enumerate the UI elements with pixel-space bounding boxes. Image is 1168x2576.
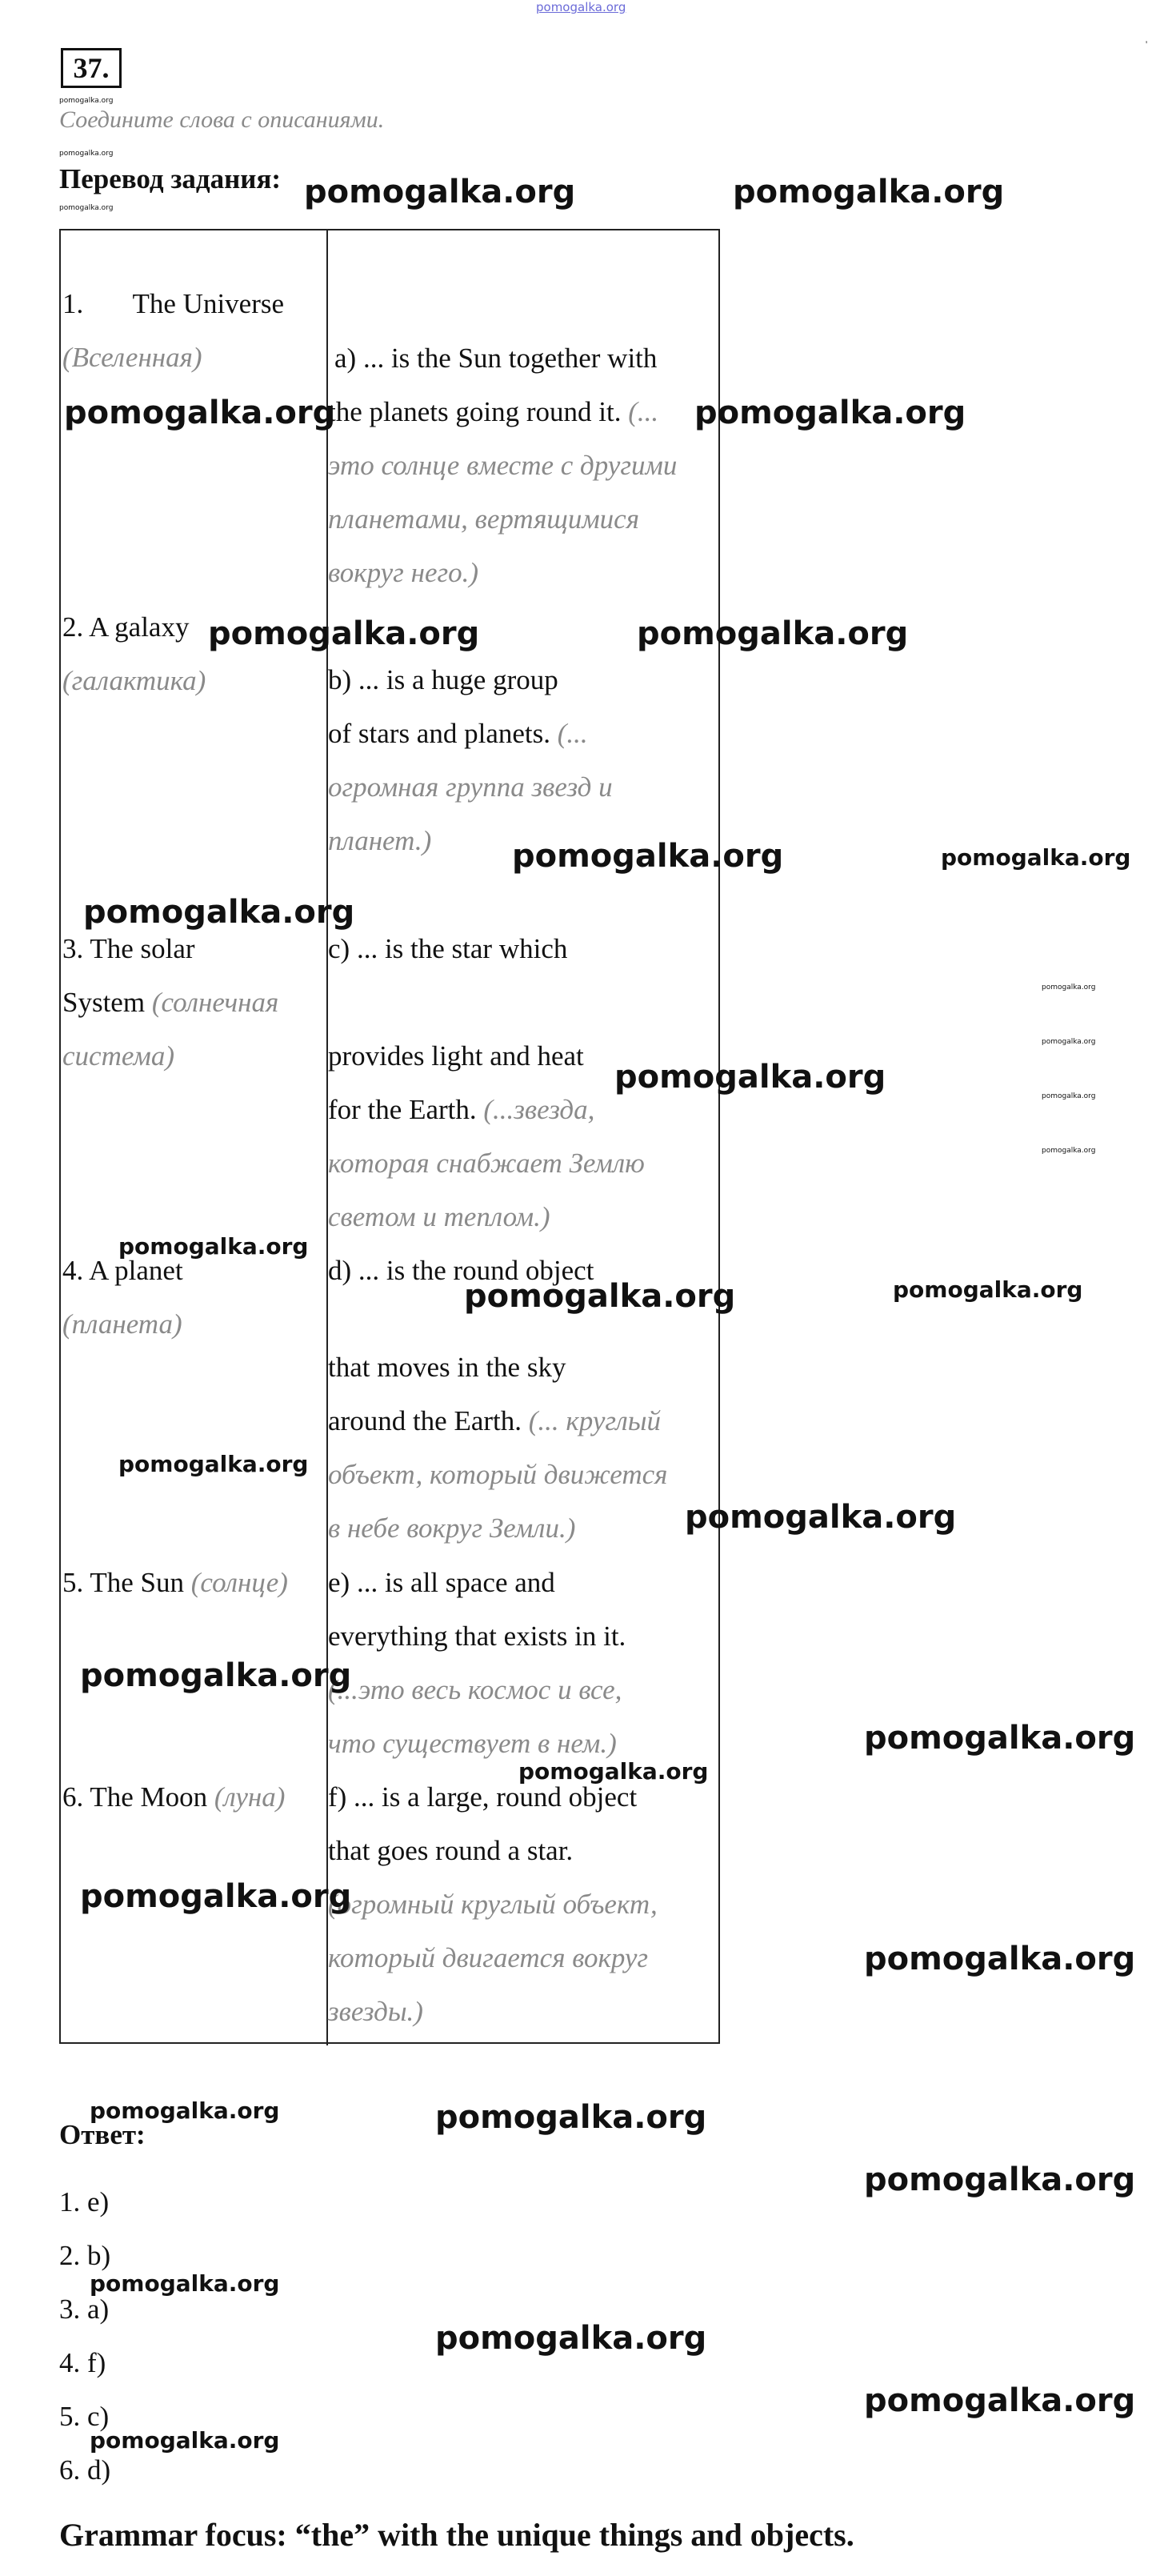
answer-item: 6. d) <box>59 2454 111 2486</box>
watermark: pomogalka.org <box>941 844 1131 871</box>
desc-e: e) ... is all space and everything that exists in it. (...это весь космос и все, что существует в нем.) <box>328 1567 626 1759</box>
answer-item: 4. f) <box>59 2347 106 2378</box>
watermark: pomogalka.org <box>614 1059 886 1096</box>
answer-item: 1. e) <box>59 2186 110 2217</box>
watermark: pomogalka.org <box>1042 1038 1096 1046</box>
watermark: pomogalka.org <box>893 1276 1083 1303</box>
grammar-focus: Grammar focus: “the” with the unique things and objects. <box>59 2517 854 2553</box>
watermark: pomogalka.org <box>90 2427 280 2454</box>
watermark: pomogalka.org <box>864 2161 1136 2198</box>
watermark: pomogalka.org <box>64 395 336 431</box>
watermark: pomogalka.org <box>304 174 576 210</box>
answer-heading: Ответ: <box>59 2119 146 2150</box>
answer-item: 5. c) <box>59 2401 110 2432</box>
watermark: pomogalka.org <box>435 2320 707 2357</box>
watermark: pomogalka.org <box>464 1278 736 1315</box>
watermark: pomogalka.org <box>80 1657 352 1694</box>
watermark: pomogalka.org <box>518 1758 709 1785</box>
source-link[interactable]: pomogalka.org <box>536 0 626 14</box>
watermark: pomogalka.org <box>637 615 909 652</box>
term-galaxy: 2. A galaxy (галактика) <box>62 611 206 696</box>
watermark: pomogalka.org <box>208 615 480 652</box>
watermark: pomogalka.org <box>1042 984 1096 992</box>
watermark: pomogalka.org <box>59 97 114 105</box>
watermark: pomogalka.org <box>864 1941 1136 1977</box>
watermark: pomogalka.org <box>435 2099 707 2136</box>
term-universe: 1. The Universe (Вселенная) <box>62 288 285 373</box>
watermark: pomogalka.org <box>733 174 1005 210</box>
term-moon: 6. The Moon (луна) <box>62 1781 286 1813</box>
desc-f: f) ... is a large, round object that goes round a star. (огромный круглый объект, который двигается вокруг звезды.) <box>328 1781 658 2027</box>
watermark: pomogalka.org <box>59 150 114 158</box>
watermark: pomogalka.org <box>83 894 355 931</box>
term-solar-system: 3. The solar System (солнечная система) <box>62 933 279 1072</box>
term-sun: 5. The Sun (солнце) <box>62 1567 288 1598</box>
instruction-text: Соедините слова с описаниями. <box>59 106 385 133</box>
desc-c: c) ... is the star which provides light and heat for the Earth. (...звезда, которая снабжает Землю светом и теплом.) <box>328 933 645 1232</box>
watermark: pomogalka.org <box>118 1233 309 1260</box>
desc-d: d) ... is the round object that moves in the sky around the Earth. (... круглый объект, который движется в небе вокруг Земли.) <box>328 1255 668 1544</box>
answer-item: 2. b) <box>59 2240 111 2271</box>
answer-item: 3. a) <box>59 2294 110 2325</box>
term-planet: 4. A planet (планета) <box>62 1255 183 1340</box>
watermark: pomogalka.org <box>80 1878 352 1915</box>
desc-a: a) ... is the Sun together with the planets going round it. (... это солнце вместе с другими планетами, вертящимися вокруг него.) <box>328 343 678 588</box>
watermark: pomogalka.org <box>512 838 784 875</box>
stray-mark: ' <box>1146 38 1148 50</box>
watermark: pomogalka.org <box>685 1499 957 1536</box>
watermark: pomogalka.org <box>864 1720 1136 1757</box>
watermark: pomogalka.org <box>1042 1092 1096 1100</box>
watermark: pomogalka.org <box>694 395 966 431</box>
watermark: pomogalka.org <box>864 2382 1136 2419</box>
translation-heading: Перевод задания: <box>59 163 282 194</box>
watermark: pomogalka.org <box>90 2270 280 2297</box>
watermark: pomogalka.org <box>59 204 114 212</box>
task-number: 37. <box>61 48 122 88</box>
watermark: pomogalka.org <box>90 2097 280 2124</box>
watermark: pomogalka.org <box>118 1451 309 1477</box>
desc-b: b) ... is a huge group of stars and planets. (... огромная группа звезд и планет.) <box>328 664 613 856</box>
watermark: pomogalka.org <box>1042 1147 1096 1155</box>
